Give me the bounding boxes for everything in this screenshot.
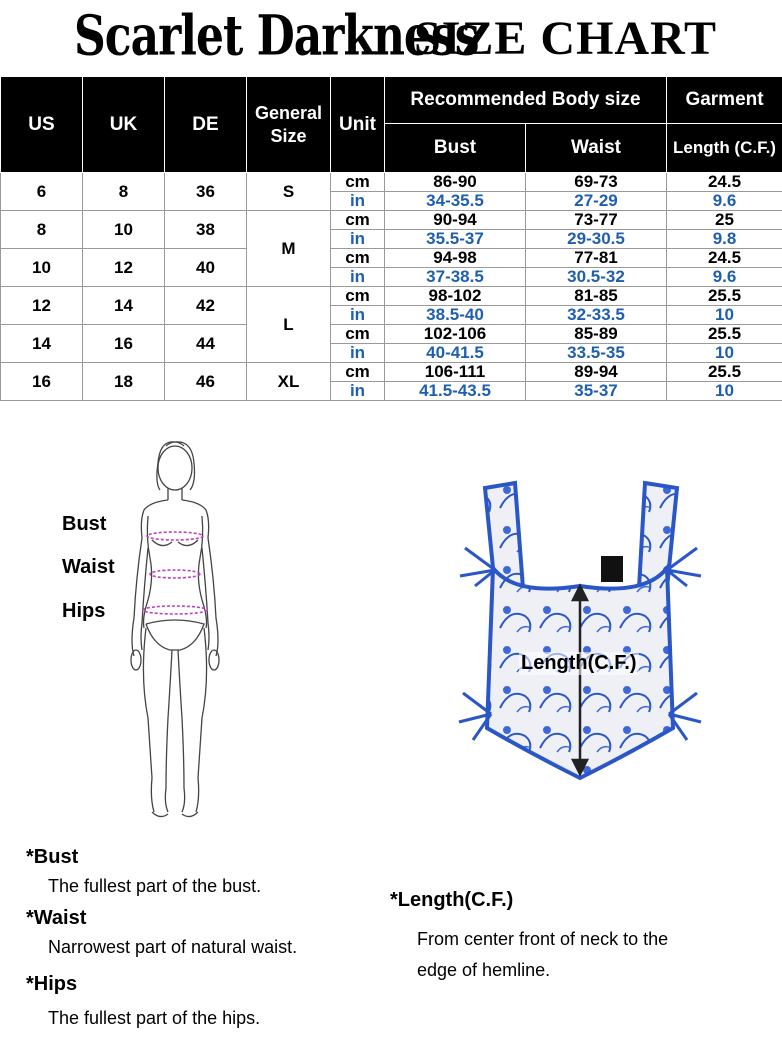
cell-unit: cm: [331, 325, 385, 344]
header-us: US: [1, 77, 83, 173]
header-garment: Garment: [667, 77, 782, 124]
cell-general-size: S: [247, 173, 331, 211]
table-row: [1, 173, 782, 192]
cell-us: 6: [1, 173, 83, 211]
corset-garment-illustration: [455, 478, 705, 788]
cell-length: 10: [667, 382, 782, 401]
hips-label: Hips: [62, 600, 106, 622]
cell-bust: 40-41.5: [385, 344, 526, 363]
cell-us: 16: [1, 363, 83, 401]
cell-unit: cm: [331, 249, 385, 268]
table-row: [1, 287, 782, 306]
cell-length: 25.5: [667, 363, 782, 382]
waist-label: Waist: [62, 556, 115, 578]
cell-de: 46: [165, 363, 247, 401]
table-row: [1, 249, 782, 268]
header-waist: Waist: [526, 124, 667, 173]
cell-uk: 14: [83, 287, 165, 325]
cell-bust: 94-98: [385, 249, 526, 268]
cell-length: 25: [667, 211, 782, 230]
cell-unit: in: [331, 382, 385, 401]
cell-de: 44: [165, 325, 247, 363]
cell-de: 42: [165, 287, 247, 325]
cell-waist: 77-81: [526, 249, 667, 268]
cell-de: 38: [165, 211, 247, 249]
body-figure-illustration: [110, 428, 240, 828]
cell-waist: 81-85: [526, 287, 667, 306]
cell-unit: cm: [331, 363, 385, 382]
header-recommended-body-size: Recommended Body size: [385, 77, 667, 124]
cell-waist: 85-89: [526, 325, 667, 344]
cell-bust: 98-102: [385, 287, 526, 306]
bust-definition-text: The fullest part of the bust.: [48, 876, 262, 896]
cell-unit: cm: [331, 173, 385, 192]
cell-bust: 86-90: [385, 173, 526, 192]
bust-definition-title: *Bust: [26, 846, 79, 868]
table-row: [1, 211, 782, 230]
cell-length: 24.5: [667, 249, 782, 268]
header-bust: Bust: [385, 124, 526, 173]
cell-bust: 37-38.5: [385, 268, 526, 287]
header-de: DE: [165, 77, 247, 173]
cell-length: 9.8: [667, 230, 782, 249]
cell-us: 8: [1, 211, 83, 249]
header-uk: UK: [83, 77, 165, 173]
table-row: [1, 363, 782, 382]
cell-bust: 41.5-43.5: [385, 382, 526, 401]
cell-us: 12: [1, 287, 83, 325]
cell-waist: 32-33.5: [526, 306, 667, 325]
cell-unit: cm: [331, 211, 385, 230]
header-length: Length (C.F.): [667, 124, 782, 173]
cell-bust: 106-111: [385, 363, 526, 382]
cell-uk: 12: [83, 249, 165, 287]
cell-unit: cm: [331, 287, 385, 306]
cell-waist: 69-73: [526, 173, 667, 192]
cell-waist: 27-29: [526, 192, 667, 211]
page-title: SIZE CHART: [414, 12, 718, 65]
length-definition-title: *Length(C.F.): [390, 889, 514, 911]
hips-definition-text: The fullest part of the hips.: [48, 1008, 261, 1028]
cell-uk: 16: [83, 325, 165, 363]
cell-bust: 102-106: [385, 325, 526, 344]
bust-label: Bust: [62, 513, 107, 535]
length-definition-text-line1: From center front of neck to the: [417, 929, 669, 949]
size-chart-table: [0, 76, 782, 401]
header-general-size: General Size: [247, 77, 331, 173]
cell-waist: 35-37: [526, 382, 667, 401]
cell-us: 14: [1, 325, 83, 363]
hips-definition-title: *Hips: [26, 973, 78, 995]
cell-waist: 73-77: [526, 211, 667, 230]
cell-general-size: M: [247, 211, 331, 287]
cell-waist: 30.5-32: [526, 268, 667, 287]
brand-logo: Scarlet Darkness: [74, 4, 479, 69]
cell-general-size: XL: [247, 363, 331, 401]
cell-length: 9.6: [667, 192, 782, 211]
cell-bust: 35.5-37: [385, 230, 526, 249]
cell-waist: 33.5-35: [526, 344, 667, 363]
cell-uk: 10: [83, 211, 165, 249]
length-cf-garment-label: Length(C.F.): [521, 652, 637, 674]
waist-definition-text: Narrowest part of natural waist.: [48, 937, 298, 957]
cell-uk: 8: [83, 173, 165, 211]
cell-unit: in: [331, 344, 385, 363]
cell-waist: 89-94: [526, 363, 667, 382]
cell-unit: in: [331, 268, 385, 287]
cell-us: 10: [1, 249, 83, 287]
cell-de: 36: [165, 173, 247, 211]
cell-length: 25.5: [667, 325, 782, 344]
cell-general-size: L: [247, 287, 331, 363]
cell-uk: 18: [83, 363, 165, 401]
cell-bust: 38.5-40: [385, 306, 526, 325]
cell-length: 10: [667, 344, 782, 363]
cell-length: 10: [667, 306, 782, 325]
cell-length: 25.5: [667, 287, 782, 306]
cell-length: 9.6: [667, 268, 782, 287]
cell-unit: in: [331, 230, 385, 249]
cell-de: 40: [165, 249, 247, 287]
cell-bust: 90-94: [385, 211, 526, 230]
cell-unit: in: [331, 306, 385, 325]
table-row: [1, 325, 782, 344]
cell-waist: 29-30.5: [526, 230, 667, 249]
length-definition-text-line2: edge of hemline.: [417, 960, 551, 980]
header-unit: Unit: [331, 77, 385, 173]
cell-bust: 34-35.5: [385, 192, 526, 211]
cell-unit: in: [331, 192, 385, 211]
waist-definition-title: *Waist: [26, 907, 87, 929]
cell-length: 24.5: [667, 173, 782, 192]
